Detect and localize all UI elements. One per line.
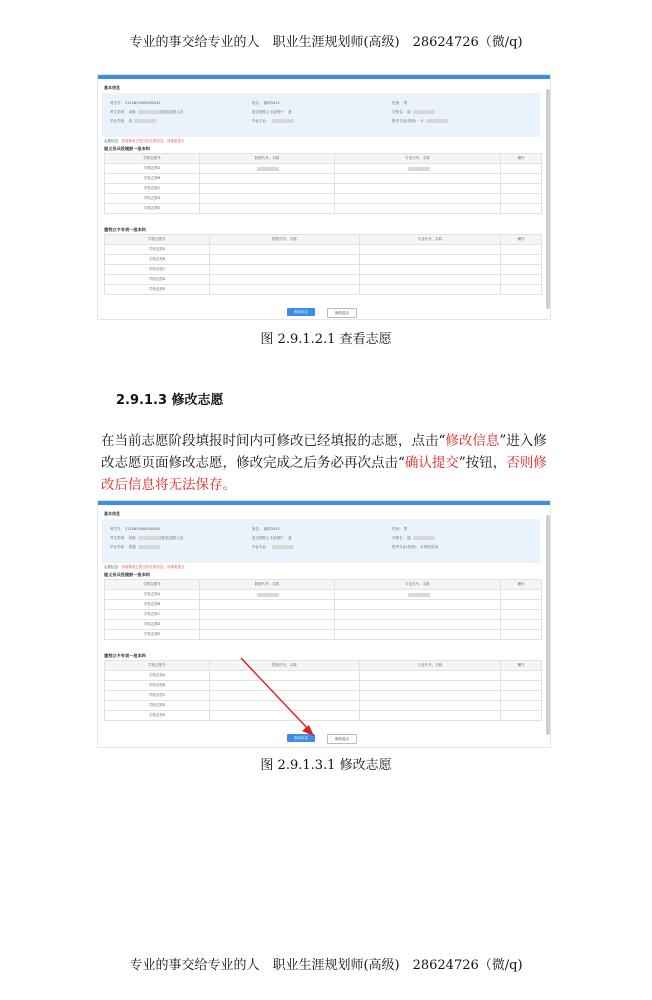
table-row: 学校志愿E xyxy=(105,204,542,214)
table-row: 学校志愿B xyxy=(105,681,542,691)
page-footer: 专业的事交给专业的人 职业生涯规划师(高级) 28624726（微/q) xyxy=(129,958,523,973)
info-category: 考生类别： 高职 (退役)退役人员 xyxy=(110,110,184,114)
info-major: 毕业专业： xyxy=(252,545,294,550)
info-school-name: 学校名： 退 xyxy=(392,536,435,541)
table-row: 学校志愿C xyxy=(105,691,542,701)
table-row: 学校志愿A xyxy=(105,245,542,255)
table-row: 学校志愿E xyxy=(105,711,542,721)
notice: 志愿信息：如需修改已提交的志愿信息，请重新提交 xyxy=(104,565,185,569)
table-row: 学校志愿D xyxy=(105,620,542,630)
volunteer-table-1: 学校志愿号 院校代号、名称 专业代号、名称 操作 学校志愿A 学校志愿B 学校志愿C 学校志愿D 学校志愿E xyxy=(104,579,542,640)
modify-exit-button[interactable]: 修改退出 xyxy=(327,734,357,744)
figure-caption-1: 图 2.9.1.2.1 查看志愿 xyxy=(260,332,392,347)
info-name: 姓名： 测试0413 xyxy=(252,101,280,105)
table-row: 学校志愿B xyxy=(105,600,542,610)
modify-info-button[interactable]: 修改信息 xyxy=(287,734,315,742)
info-school: 毕业学校： 普通 xyxy=(110,545,160,550)
table-row: 学校志愿E xyxy=(105,285,542,295)
info-gender: 性别： 男 xyxy=(392,101,408,105)
volunteer-table-2: 学校志愿号 院校代号、名称 专业代号、名称 操作 学校志愿A 学校志愿B 学校志愿C 学校志愿D 学校志愿E xyxy=(104,234,542,295)
section-heading: 2.9.1.3 修改志愿 xyxy=(116,393,224,408)
volunteer-table-1: 学校志愿号 院校代号、名称 专业代号、名称 操作 学校志愿A 学校志愿B 学校志愿C 学校志愿D 学校志愿E xyxy=(104,153,542,214)
notice: 志愿信息：如需修改已提交的志愿信息，请重新提交 xyxy=(104,139,185,143)
table-row: 学校志愿C xyxy=(105,265,542,275)
figure-caption-2: 图 2.9.1.3.1 修改志愿 xyxy=(260,758,392,773)
info-exam-no: 考生号： 2110819000000041 xyxy=(110,527,161,531)
info-major: 毕业专业： xyxy=(252,119,294,124)
table-row: 学校志愿D xyxy=(105,701,542,711)
group-title-1: 服义务兵役提前一批本科 xyxy=(104,146,151,151)
modify-info-button[interactable]: 修改信息 xyxy=(287,308,315,316)
instruction-paragraph: 在当前志愿阶段填报时间内可修改已经填报的志愿，点击“修改信息”进入修改志愿页面修改志愿，修改完成之后务必再次点击“确认提交”按钮，否则修改后信息将无法保存。 xyxy=(101,433,547,493)
table-row: 学校志愿A xyxy=(105,164,542,174)
table-row: 学校志愿A xyxy=(105,671,542,681)
table-row: 学校志愿E xyxy=(105,630,542,640)
table-row: 学校志愿B xyxy=(105,174,542,184)
info-poverty: 是否建档立卡贫困户： 是 xyxy=(252,536,292,540)
section-title: 基本信息 xyxy=(104,511,120,516)
volunteer-table-2: 学校志愿号 院校代号、名称 专业代号、名称 操作 学校志愿A 学校志愿B 学校志愿C 学校志愿D 学校志愿E xyxy=(104,660,542,721)
info-exam-no: 考生号： 2110819000000041 xyxy=(110,101,161,105)
group-title-2: 建档立卡专项一批本科 xyxy=(104,653,146,658)
group-title-1: 服义务兵役提前一批本科 xyxy=(104,572,151,577)
section-title: 基本信息 xyxy=(104,85,120,90)
info-name: 姓名： 测试0413 xyxy=(252,527,280,531)
info-school: 毕业学校： 普 xyxy=(110,119,156,124)
page-header: 专业的事交给专业的人 职业生涯规划师(高级) 28624726（微/q) xyxy=(129,35,523,50)
info-gender: 性别： 男 xyxy=(392,527,408,531)
info-school-name: 学校名： 退 xyxy=(392,110,435,115)
table-row: 学校志愿C xyxy=(105,184,542,194)
info-category: 考生类别： 高职 (退役)退役人员 xyxy=(110,536,184,540)
group-title-2: 建档立卡专项一批本科 xyxy=(104,227,146,232)
table-row: 学校志愿C xyxy=(105,610,542,620)
info-apply-major: 报考专业(类别)： 计算机应用 xyxy=(392,545,438,549)
table-row: 学校志愿D xyxy=(105,275,542,285)
table-row: 学校志愿A xyxy=(105,590,542,600)
table-row: 学校志愿D xyxy=(105,194,542,204)
table-row: 学校志愿B xyxy=(105,255,542,265)
info-apply-major: 报考专业(类别)： 计 xyxy=(392,119,448,124)
info-poverty: 是否建档立卡贫困户： 是 xyxy=(252,110,292,114)
modify-exit-button[interactable]: 修改退出 xyxy=(327,308,357,318)
